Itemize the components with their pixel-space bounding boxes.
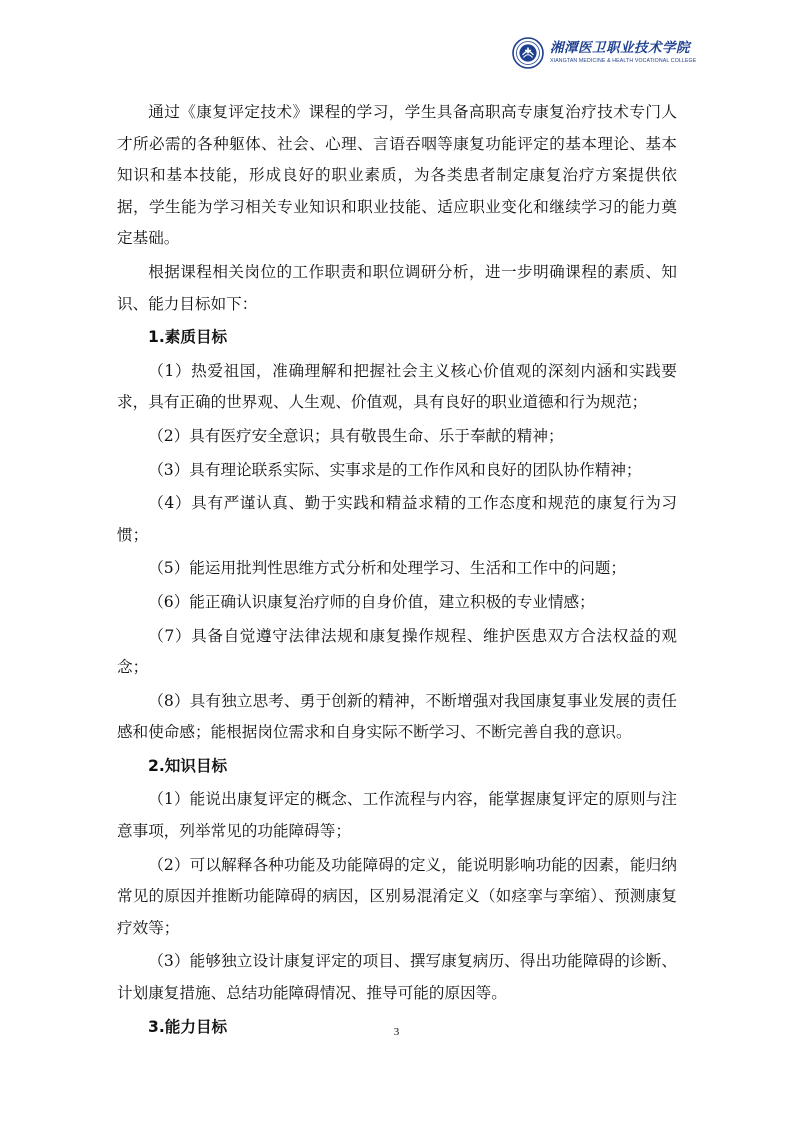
college-seal-logo	[512, 37, 544, 69]
list-item: （5）能运用批判性思维方式分析和处理学习、生活和工作中的问题；	[148, 559, 626, 578]
section-heading-ability: 3.能力目标	[148, 1017, 228, 1036]
list-item: （8）具有独立思考、勇于创新的精神，不断增强对我国康复事业发展的责任感和使命感；能根据岗位需求和自身实际不断学习、不断完善自我的意识。	[117, 691, 677, 742]
page-number: 3	[393, 1026, 400, 1038]
section-heading-knowledge: 2.知识目标	[148, 756, 228, 775]
college-name-cn: 湘潭医卫职业技术学院	[550, 40, 690, 57]
intro-paragraph: 通过《康复评定技术》课程的学习，学生具备高职高专康复治疗技术专门人才所必需的各种躯体、社会、心理、言语吞咽等康复功能评定的基本理论、基本知识和基本技能，形成良好的职业素质，为各类患者制定康复治疗方案提供依据，学生能为学习相关专业知识和职业技能、适应职业变化和继续学习的能力奠定基础。	[117, 103, 677, 248]
list-item: （1）热爱祖国，准确理解和把握社会主义核心价值观的深刻内涵和实践要求，具有正确的世界观、人生观、价值观，具有良好的职业道德和行为规范；	[117, 361, 677, 412]
list-item: （4）具有严谨认真、勤于实践和精益求精的工作态度和规范的康复行为习惯；	[117, 494, 677, 544]
list-item: （3）能够独立设计康复评定的项目、撰写康复病历、得出功能障碍的诊断、计划康复措施、总结功能障碍情况、推导可能的原因等。	[117, 952, 677, 1003]
intro-paragraph: 根据课程相关岗位的工作职责和职位调研分析，进一步明确课程的素质、知识、能力目标如下：	[117, 262, 677, 313]
college-wordmark	[550, 42, 696, 64]
list-item: （2）可以解释各种功能及功能障碍的定义，能说明影响功能的因素，能归纳常见的原因并推断功能障碍的病因，区别易混淆定义（如痉挛与挛缩）、预测康复疗效等；	[117, 855, 677, 937]
document-body	[117, 97, 677, 1045]
college-name-en: XIANGTAN MEDICINE & HEALTH VOCATIONAL COLLEGE	[550, 57, 697, 64]
list-item: （3）具有理论联系实际、实事求是的工作作风和良好的团队协作精神；	[148, 460, 642, 479]
list-item: （6）能正确认识康复治疗师的自身价值，建立积极的专业情感；	[148, 592, 595, 611]
list-item: （1）能说出康复评定的概念、工作流程与内容，能掌握康复评定的原则与注意事项，列举常见的功能障碍等；	[117, 790, 677, 841]
page-header	[512, 36, 762, 70]
section-heading-quality: 1.素质目标	[148, 328, 228, 347]
list-item: （2）具有医疗安全意识；具有敬畏生命、乐于奉献的精神；	[148, 426, 564, 445]
list-item: （7）具备自觉遵守法律法规和康复操作规程、维护医患双方合法权益的观念；	[117, 626, 677, 677]
